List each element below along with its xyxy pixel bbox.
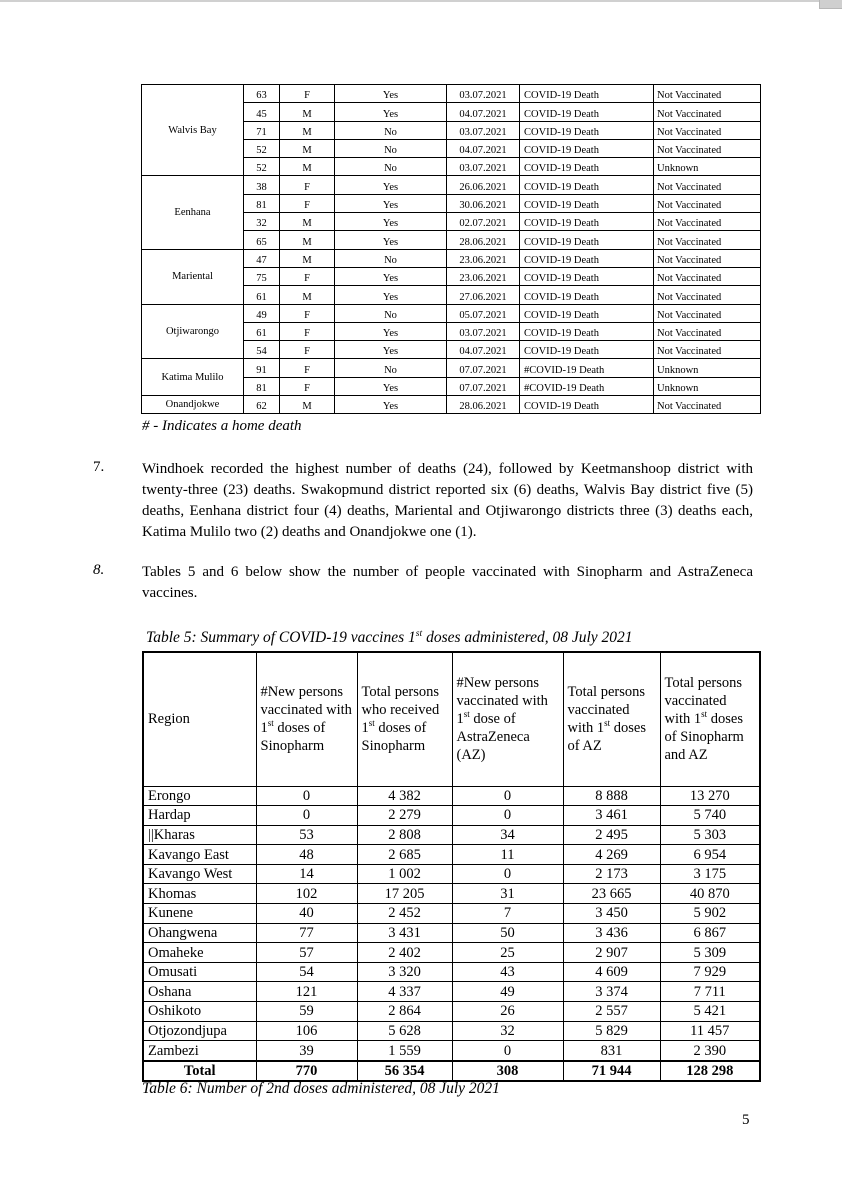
hdr-text: dose of AstraZeneca (AZ) bbox=[456, 711, 530, 764]
total-total-sinopharm: 56 354 bbox=[357, 1061, 452, 1082]
total-total-both: 128 298 bbox=[660, 1061, 760, 1082]
comorbidity-cell: Yes bbox=[335, 103, 447, 121]
date-cell: 26.06.2021 bbox=[447, 176, 520, 194]
status-cell: Not Vaccinated bbox=[654, 341, 761, 359]
table5-caption-sup: st bbox=[415, 627, 423, 639]
status-cell: Not Vaccinated bbox=[654, 304, 761, 322]
total-az-cell: 3 461 bbox=[563, 806, 660, 826]
comorbidity-cell: Yes bbox=[335, 194, 447, 212]
region-cell: Otjozondjupa bbox=[143, 1021, 256, 1041]
cause-cell: COVID-19 Death bbox=[520, 213, 654, 231]
status-cell: Not Vaccinated bbox=[654, 396, 761, 414]
new-az-cell: 11 bbox=[452, 845, 563, 865]
table5-body bbox=[143, 786, 760, 1061]
region-cell: Omusati bbox=[143, 962, 256, 982]
table-row bbox=[142, 249, 761, 267]
region-cell: Walvis Bay bbox=[142, 85, 244, 176]
table5-header-total-az bbox=[563, 652, 660, 786]
cause-cell: COVID-19 Death bbox=[520, 158, 654, 176]
comorbidity-cell: Yes bbox=[335, 322, 447, 340]
table-row bbox=[142, 304, 761, 322]
age-cell: 62 bbox=[244, 396, 280, 414]
new-az-cell: 49 bbox=[452, 982, 563, 1002]
comorbidity-cell: Yes bbox=[335, 85, 447, 103]
cause-cell: COVID-19 Death bbox=[520, 231, 654, 249]
sex-cell: F bbox=[280, 194, 335, 212]
date-cell: 05.07.2021 bbox=[447, 304, 520, 322]
total-az-cell: 2 173 bbox=[563, 864, 660, 884]
new-sinopharm-cell: 106 bbox=[256, 1021, 357, 1041]
date-cell: 03.07.2021 bbox=[447, 158, 520, 176]
date-cell: 03.07.2021 bbox=[447, 121, 520, 139]
total-both-cell: 40 870 bbox=[660, 884, 760, 904]
region-cell: Oshana bbox=[143, 982, 256, 1002]
table-row bbox=[143, 962, 760, 982]
table-row bbox=[143, 982, 760, 1002]
region-cell: Zambezi bbox=[143, 1041, 256, 1061]
cause-cell: COVID-19 Death bbox=[520, 286, 654, 304]
date-cell: 28.06.2021 bbox=[447, 231, 520, 249]
comorbidity-cell: No bbox=[335, 249, 447, 267]
age-cell: 65 bbox=[244, 231, 280, 249]
sex-cell: M bbox=[280, 139, 335, 157]
total-sinopharm-cell: 2 279 bbox=[357, 806, 452, 826]
age-cell: 61 bbox=[244, 286, 280, 304]
total-az-cell: 2 495 bbox=[563, 825, 660, 845]
date-cell: 23.06.2021 bbox=[447, 267, 520, 285]
date-cell: 30.06.2021 bbox=[447, 194, 520, 212]
age-cell: 54 bbox=[244, 341, 280, 359]
new-sinopharm-cell: 54 bbox=[256, 962, 357, 982]
table6-caption: Table 6: Number of 2nd doses administered, 08 July 2021 bbox=[142, 1080, 500, 1097]
paragraph-7-text: Windhoek recorded the highest number of deaths (24), followed by Keetmanshoop district with twenty-three (23) deaths. Swakopmund district reported six (6) deaths, Walvis Bay district five (5) deaths, Eenhana district four (4) deaths, Mariental and Otjiwarongo districts three (3) deaths each, Katima Mulilo two (2) deaths and Onandjokwe one (1). bbox=[142, 461, 753, 540]
age-cell: 91 bbox=[244, 359, 280, 377]
total-label: Total bbox=[143, 1061, 256, 1082]
comorbidity-cell: Yes bbox=[335, 377, 447, 395]
new-sinopharm-cell: 77 bbox=[256, 923, 357, 943]
total-both-cell: 5 421 bbox=[660, 1002, 760, 1022]
table-row bbox=[143, 1041, 760, 1061]
hdr-sup: st bbox=[701, 709, 708, 720]
region-cell: Oshikoto bbox=[143, 1002, 256, 1022]
total-both-cell: 5 902 bbox=[660, 904, 760, 924]
total-az-cell: 4 609 bbox=[563, 962, 660, 982]
new-sinopharm-cell: 121 bbox=[256, 982, 357, 1002]
new-sinopharm-cell: 40 bbox=[256, 904, 357, 924]
comorbidity-cell: No bbox=[335, 304, 447, 322]
cause-cell: COVID-19 Death bbox=[520, 341, 654, 359]
date-cell: 04.07.2021 bbox=[447, 341, 520, 359]
comorbidity-cell: No bbox=[335, 158, 447, 176]
new-az-cell: 0 bbox=[452, 1041, 563, 1061]
status-cell: Not Vaccinated bbox=[654, 85, 761, 103]
age-cell: 52 bbox=[244, 139, 280, 157]
table5-header-total-both bbox=[660, 652, 760, 786]
new-az-cell: 25 bbox=[452, 943, 563, 963]
total-az-cell: 23 665 bbox=[563, 884, 660, 904]
age-cell: 49 bbox=[244, 304, 280, 322]
age-cell: 45 bbox=[244, 103, 280, 121]
comorbidity-cell: No bbox=[335, 359, 447, 377]
total-new-sinopharm: 770 bbox=[256, 1061, 357, 1082]
new-az-cell: 43 bbox=[452, 962, 563, 982]
status-cell: Not Vaccinated bbox=[654, 267, 761, 285]
comorbidity-cell: No bbox=[335, 121, 447, 139]
region-cell: Kavango West bbox=[143, 864, 256, 884]
total-both-cell: 13 270 bbox=[660, 786, 760, 806]
cause-cell: COVID-19 Death bbox=[520, 322, 654, 340]
hdr-text: Total persons who received 1 bbox=[361, 684, 440, 737]
date-cell: 03.07.2021 bbox=[447, 85, 520, 103]
age-cell: 75 bbox=[244, 267, 280, 285]
sex-cell: F bbox=[280, 359, 335, 377]
new-sinopharm-cell: 39 bbox=[256, 1041, 357, 1061]
table-row bbox=[143, 786, 760, 806]
sex-cell: M bbox=[280, 213, 335, 231]
total-az-cell: 5 829 bbox=[563, 1021, 660, 1041]
hdr-text: doses of Sinopharm bbox=[361, 720, 427, 755]
total-both-cell: 2 390 bbox=[660, 1041, 760, 1061]
hdr-text: doses of Sinopharm and AZ bbox=[664, 711, 744, 764]
comorbidity-cell: Yes bbox=[335, 341, 447, 359]
new-sinopharm-cell: 102 bbox=[256, 884, 357, 904]
cause-cell: COVID-19 Death bbox=[520, 304, 654, 322]
total-az-cell: 8 888 bbox=[563, 786, 660, 806]
hdr-sup: st bbox=[463, 709, 470, 720]
status-cell: Not Vaccinated bbox=[654, 286, 761, 304]
table-row bbox=[143, 845, 760, 865]
sex-cell: F bbox=[280, 341, 335, 359]
date-cell: 04.07.2021 bbox=[447, 103, 520, 121]
status-cell: Not Vaccinated bbox=[654, 176, 761, 194]
table-row bbox=[143, 1021, 760, 1041]
new-az-cell: 7 bbox=[452, 904, 563, 924]
region-cell: Hardap bbox=[143, 806, 256, 826]
age-cell: 63 bbox=[244, 85, 280, 103]
total-both-cell: 5 309 bbox=[660, 943, 760, 963]
hdr-text: Total persons vaccinated with 1 bbox=[567, 684, 646, 737]
table-row bbox=[143, 923, 760, 943]
table-row bbox=[142, 396, 761, 414]
sex-cell: M bbox=[280, 158, 335, 176]
total-both-cell: 6 867 bbox=[660, 923, 760, 943]
region-cell: Erongo bbox=[143, 786, 256, 806]
total-sinopharm-cell: 4 382 bbox=[357, 786, 452, 806]
table-row bbox=[142, 359, 761, 377]
total-sinopharm-cell: 4 337 bbox=[357, 982, 452, 1002]
scrollbar-stub[interactable] bbox=[819, 0, 842, 9]
total-sinopharm-cell: 2 452 bbox=[357, 904, 452, 924]
page-top-edge bbox=[0, 0, 820, 2]
paragraph-8-number: 8. bbox=[93, 562, 105, 578]
age-cell: 71 bbox=[244, 121, 280, 139]
deaths-table bbox=[141, 84, 761, 414]
date-cell: 03.07.2021 bbox=[447, 322, 520, 340]
total-total-az: 71 944 bbox=[563, 1061, 660, 1082]
total-az-cell: 4 269 bbox=[563, 845, 660, 865]
sex-cell: F bbox=[280, 85, 335, 103]
total-sinopharm-cell: 2 402 bbox=[357, 943, 452, 963]
date-cell: 07.07.2021 bbox=[447, 377, 520, 395]
total-sinopharm-cell: 2 864 bbox=[357, 1002, 452, 1022]
age-cell: 61 bbox=[244, 322, 280, 340]
date-cell: 28.06.2021 bbox=[447, 396, 520, 414]
cause-cell: COVID-19 Death bbox=[520, 249, 654, 267]
total-az-cell: 2 907 bbox=[563, 943, 660, 963]
table-row bbox=[143, 1002, 760, 1022]
total-both-cell: 11 457 bbox=[660, 1021, 760, 1041]
hdr-sup: st bbox=[267, 718, 274, 729]
status-cell: Not Vaccinated bbox=[654, 231, 761, 249]
status-cell: Not Vaccinated bbox=[654, 194, 761, 212]
status-cell: Unknown bbox=[654, 359, 761, 377]
status-cell: Not Vaccinated bbox=[654, 139, 761, 157]
sex-cell: F bbox=[280, 377, 335, 395]
region-cell: Katima Mulilo bbox=[142, 359, 244, 396]
comorbidity-cell: Yes bbox=[335, 176, 447, 194]
total-both-cell: 3 175 bbox=[660, 864, 760, 884]
status-cell: Not Vaccinated bbox=[654, 322, 761, 340]
hdr-text: #New persons vaccinated with 1 bbox=[260, 684, 352, 737]
total-both-cell: 7 711 bbox=[660, 982, 760, 1002]
status-cell: Not Vaccinated bbox=[654, 121, 761, 139]
comorbidity-cell: Yes bbox=[335, 286, 447, 304]
sex-cell: M bbox=[280, 286, 335, 304]
new-az-cell: 31 bbox=[452, 884, 563, 904]
hdr-sup: st bbox=[368, 718, 375, 729]
sex-cell: F bbox=[280, 322, 335, 340]
table5-vaccination-summary bbox=[142, 651, 761, 1082]
cause-cell: COVID-19 Death bbox=[520, 194, 654, 212]
table5-header-total-sinopharm bbox=[357, 652, 452, 786]
sex-cell: F bbox=[280, 267, 335, 285]
status-cell: Not Vaccinated bbox=[654, 213, 761, 231]
region-cell: Kunene bbox=[143, 904, 256, 924]
age-cell: 81 bbox=[244, 194, 280, 212]
comorbidity-cell: Yes bbox=[335, 213, 447, 231]
region-cell: Khomas bbox=[143, 884, 256, 904]
total-new-az: 308 bbox=[452, 1061, 563, 1082]
new-sinopharm-cell: 53 bbox=[256, 825, 357, 845]
new-az-cell: 0 bbox=[452, 786, 563, 806]
region-cell: Ohangwena bbox=[143, 923, 256, 943]
table-row bbox=[143, 806, 760, 826]
hdr-text: doses of Sinopharm bbox=[260, 720, 326, 755]
total-sinopharm-cell: 5 628 bbox=[357, 1021, 452, 1041]
status-cell: Unknown bbox=[654, 158, 761, 176]
new-sinopharm-cell: 0 bbox=[256, 806, 357, 826]
table5-caption bbox=[146, 629, 633, 647]
sex-cell: M bbox=[280, 121, 335, 139]
cause-cell: #COVID-19 Death bbox=[520, 359, 654, 377]
paragraph-8-text: Tables 5 and 6 below show the number of people vaccinated with Sinopharm and AstraZeneca vaccines. bbox=[142, 564, 753, 601]
new-az-cell: 0 bbox=[452, 864, 563, 884]
table-row bbox=[143, 864, 760, 884]
cause-cell: COVID-19 Death bbox=[520, 396, 654, 414]
total-sinopharm-cell: 3 320 bbox=[357, 962, 452, 982]
table5-caption-part2: doses administered, 08 July 2021 bbox=[422, 629, 633, 646]
new-sinopharm-cell: 48 bbox=[256, 845, 357, 865]
cause-cell: COVID-19 Death bbox=[520, 121, 654, 139]
table5-caption-part1: Table 5: Summary of COVID-19 vaccines 1 bbox=[146, 629, 416, 646]
table-row bbox=[143, 884, 760, 904]
region-cell: Otjiwarongo bbox=[142, 304, 244, 359]
sex-cell: M bbox=[280, 396, 335, 414]
sex-cell: M bbox=[280, 249, 335, 267]
table5-header-new-sinopharm bbox=[256, 652, 357, 786]
table-row bbox=[142, 85, 761, 103]
hdr-sup: st bbox=[604, 718, 611, 729]
status-cell: Not Vaccinated bbox=[654, 103, 761, 121]
hdr-text: Total persons vaccinated with 1 bbox=[664, 675, 743, 728]
status-cell: Unknown bbox=[654, 377, 761, 395]
sex-cell: M bbox=[280, 231, 335, 249]
sex-cell: M bbox=[280, 103, 335, 121]
deaths-table-body bbox=[142, 85, 761, 414]
table5-header-region: Region bbox=[143, 652, 256, 786]
table-row bbox=[143, 904, 760, 924]
cause-cell: COVID-19 Death bbox=[520, 139, 654, 157]
region-cell: Eenhana bbox=[142, 176, 244, 249]
page-number: 5 bbox=[742, 1112, 750, 1128]
date-cell: 27.06.2021 bbox=[447, 286, 520, 304]
paragraph-7-number: 7. bbox=[93, 459, 105, 475]
total-az-cell: 3 374 bbox=[563, 982, 660, 1002]
date-cell: 23.06.2021 bbox=[447, 249, 520, 267]
total-both-cell: 5 740 bbox=[660, 806, 760, 826]
new-sinopharm-cell: 14 bbox=[256, 864, 357, 884]
age-cell: 32 bbox=[244, 213, 280, 231]
age-cell: 38 bbox=[244, 176, 280, 194]
total-az-cell: 831 bbox=[563, 1041, 660, 1061]
total-sinopharm-cell: 1 002 bbox=[357, 864, 452, 884]
age-cell: 47 bbox=[244, 249, 280, 267]
comorbidity-cell: Yes bbox=[335, 396, 447, 414]
total-both-cell: 5 303 bbox=[660, 825, 760, 845]
comorbidity-cell: Yes bbox=[335, 267, 447, 285]
date-cell: 04.07.2021 bbox=[447, 139, 520, 157]
region-cell: Kavango East bbox=[143, 845, 256, 865]
region-cell: Onandjokwe bbox=[142, 396, 244, 414]
table5-header-row bbox=[143, 652, 760, 786]
total-sinopharm-cell: 2 685 bbox=[357, 845, 452, 865]
hdr-text: #New persons vaccinated with 1 bbox=[456, 675, 548, 728]
table-row bbox=[143, 943, 760, 963]
cause-cell: COVID-19 Death bbox=[520, 103, 654, 121]
region-cell: Mariental bbox=[142, 249, 244, 304]
sex-cell: F bbox=[280, 176, 335, 194]
sex-cell: F bbox=[280, 304, 335, 322]
total-az-cell: 3 450 bbox=[563, 904, 660, 924]
region-cell: ||Kharas bbox=[143, 825, 256, 845]
cause-cell: COVID-19 Death bbox=[520, 176, 654, 194]
home-death-footnote: # - Indicates a home death bbox=[142, 418, 302, 434]
cause-cell: COVID-19 Death bbox=[520, 267, 654, 285]
new-sinopharm-cell: 59 bbox=[256, 1002, 357, 1022]
age-cell: 81 bbox=[244, 377, 280, 395]
cause-cell: COVID-19 Death bbox=[520, 85, 654, 103]
total-sinopharm-cell: 3 431 bbox=[357, 923, 452, 943]
cause-cell: #COVID-19 Death bbox=[520, 377, 654, 395]
table-row bbox=[143, 825, 760, 845]
table5-header-new-az bbox=[452, 652, 563, 786]
new-sinopharm-cell: 57 bbox=[256, 943, 357, 963]
total-sinopharm-cell: 1 559 bbox=[357, 1041, 452, 1061]
status-cell: Not Vaccinated bbox=[654, 249, 761, 267]
region-cell: Omaheke bbox=[143, 943, 256, 963]
new-az-cell: 50 bbox=[452, 923, 563, 943]
total-both-cell: 7 929 bbox=[660, 962, 760, 982]
new-az-cell: 32 bbox=[452, 1021, 563, 1041]
new-az-cell: 34 bbox=[452, 825, 563, 845]
new-az-cell: 26 bbox=[452, 1002, 563, 1022]
age-cell: 52 bbox=[244, 158, 280, 176]
comorbidity-cell: No bbox=[335, 139, 447, 157]
total-sinopharm-cell: 2 808 bbox=[357, 825, 452, 845]
table5-total-row bbox=[143, 1061, 760, 1082]
total-sinopharm-cell: 17 205 bbox=[357, 884, 452, 904]
total-az-cell: 3 436 bbox=[563, 923, 660, 943]
date-cell: 07.07.2021 bbox=[447, 359, 520, 377]
total-both-cell: 6 954 bbox=[660, 845, 760, 865]
table-row bbox=[142, 176, 761, 194]
new-sinopharm-cell: 0 bbox=[256, 786, 357, 806]
date-cell: 02.07.2021 bbox=[447, 213, 520, 231]
new-az-cell: 0 bbox=[452, 806, 563, 826]
comorbidity-cell: Yes bbox=[335, 231, 447, 249]
hdr-text: doses of AZ bbox=[567, 720, 647, 755]
total-az-cell: 2 557 bbox=[563, 1002, 660, 1022]
